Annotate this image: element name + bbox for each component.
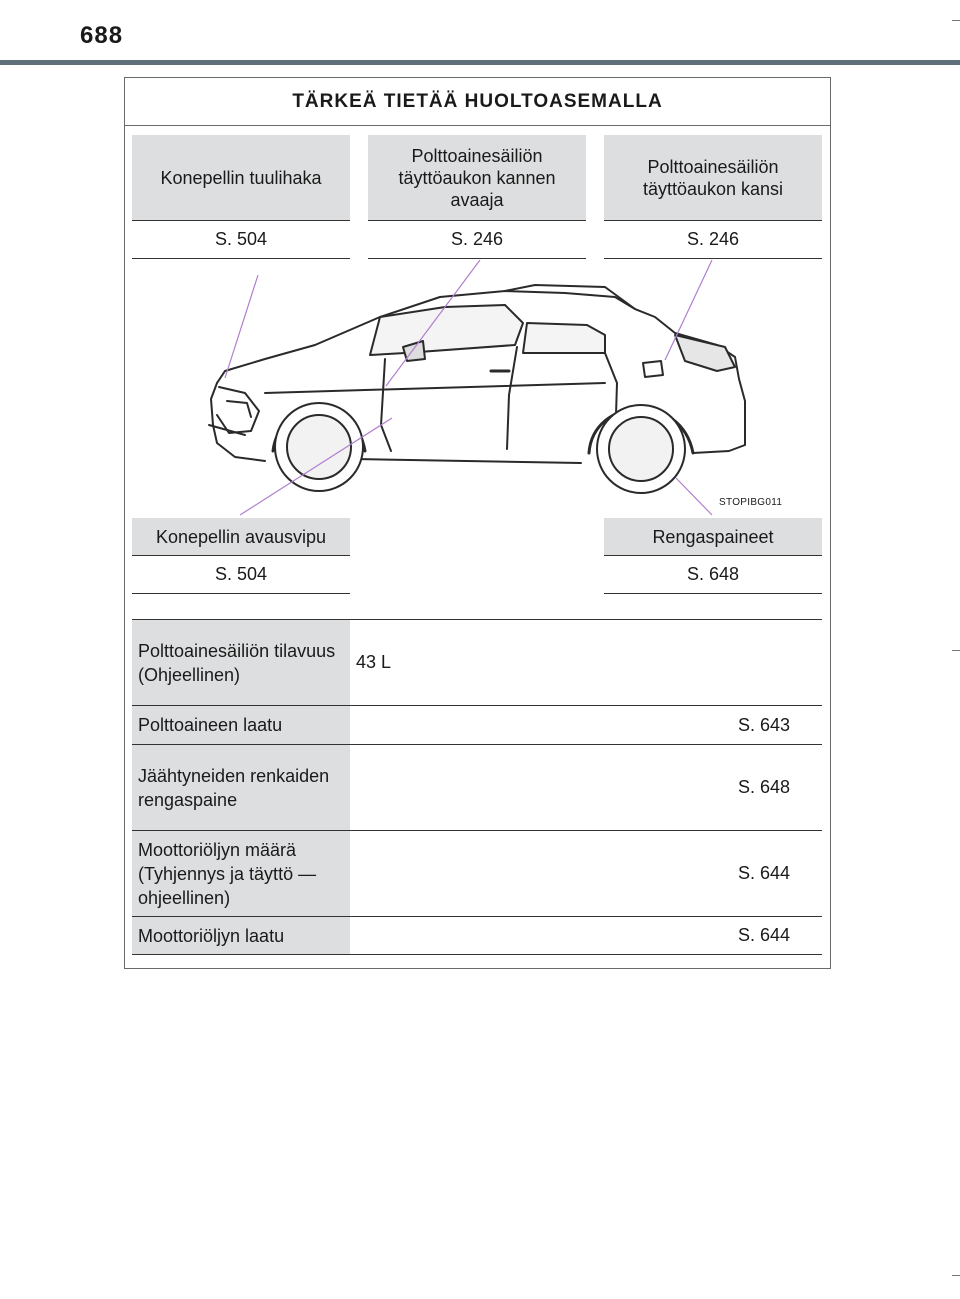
spec-row-oil-quality [132,916,822,955]
label-hood-support-text: Konepellin tuulihaka [160,167,322,188]
page-ref-hood-release-text: S. 504 [214,564,268,584]
label-hood-support [132,135,350,221]
label-tire-pressure-text: Rengaspaineet [652,526,774,547]
page-ref-tire-pressure-text: S. 648 [686,564,740,584]
spec-row-fuel-capacity [132,619,822,705]
label-fuel-tank-cap [604,135,822,221]
spec-row-fuel-quality [132,705,822,744]
spec-value[interactable]: S. 648 [737,777,790,797]
label-hood-release [132,518,350,556]
page-ref-tire-pressure[interactable] [604,556,822,594]
label-fuel-door-opener-text: Polttoainesäiliön täyttöaukon kannen avaaja [398,145,556,210]
car-illustration [205,275,755,505]
page-number: 688 [80,22,124,49]
figure-id: STOPIBG011 [719,497,783,508]
spec-label: Jäähtyneiden renkaiden rengaspaine [132,745,350,830]
page-ref-fuel-door-opener[interactable] [368,221,586,259]
page-ref-fuel-tank-cap-text: S. 246 [686,229,740,249]
page-ref-fuel-tank-cap[interactable] [604,221,822,259]
crop-mark [952,20,960,21]
spec-value[interactable]: S. 644 [737,925,790,945]
label-fuel-tank-cap-text: Polttoainesäiliön täyttöaukon kansi [642,156,784,199]
spec-row-oil-capacity [132,830,822,916]
spec-label: Polttoaineen laatu [132,706,350,744]
spec-value[interactable]: S. 643 [737,714,790,735]
crop-mark [952,1275,960,1276]
spec-label: Moottoriöljyn laatu [132,917,350,954]
page-ref-hood-support-text: S. 504 [214,229,268,249]
page-ref-fuel-door-opener-text: S. 246 [450,229,504,249]
spec-value: 43 L [356,652,392,672]
label-fuel-door-opener [368,135,586,221]
crop-mark [952,650,960,651]
spec-table [132,619,822,955]
page-ref-hood-release[interactable] [132,556,350,594]
spec-label: Polttoainesäiliön tilavuus (Ohjeellinen) [132,620,350,705]
spec-value[interactable]: S. 644 [737,863,790,883]
spec-label: Moottoriöljyn määrä (Tyhjennys ja täyttö — ohjeellinen) [132,831,350,916]
header-rule [0,60,960,65]
spec-row-tire-pressure [132,744,822,830]
label-tire-pressure [604,518,822,556]
page-ref-hood-support[interactable] [132,221,350,259]
label-hood-release-text: Konepellin avausvipu [155,526,327,547]
panel-title: TÄRKEÄ TIETÄÄ HUOLTOASEMALLA [125,78,830,126]
